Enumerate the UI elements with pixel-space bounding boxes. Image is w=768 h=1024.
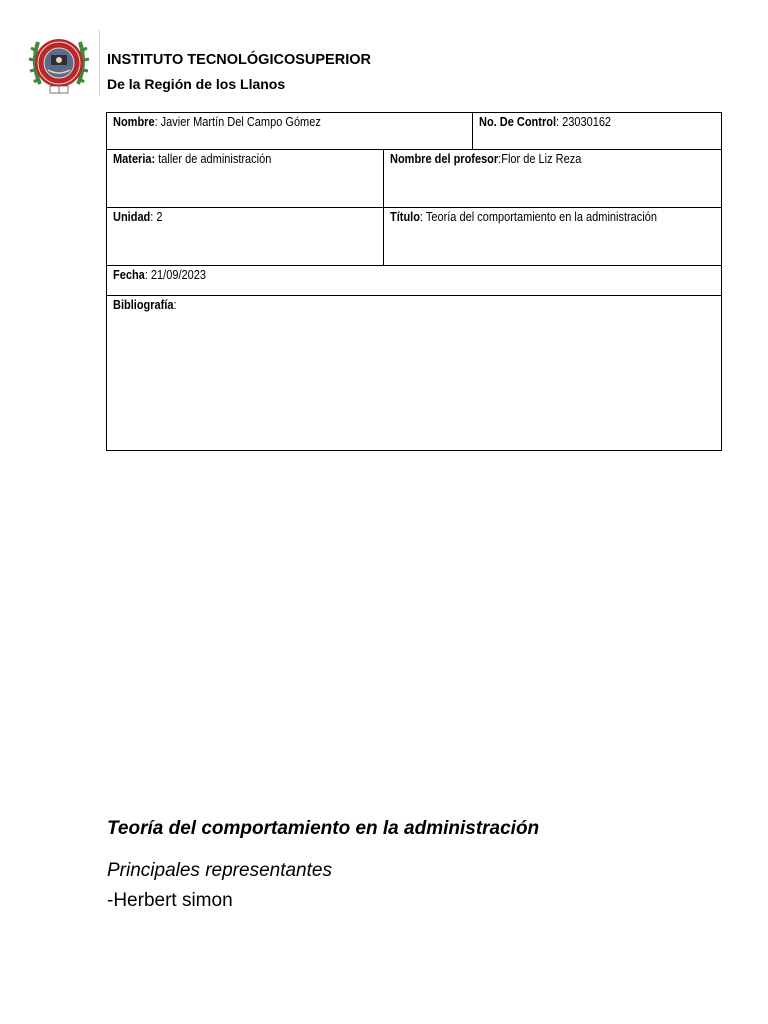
table-col-divider	[472, 112, 473, 150]
field-unidad	[113, 210, 163, 225]
field-value: : Teoría del comportamiento en la administración	[419, 210, 657, 224]
field-titulo	[390, 210, 657, 225]
table-col-divider	[383, 149, 384, 266]
institute-name: INSTITUTO TECNOLÓGICOSUPERIOR	[107, 52, 371, 68]
field-bibliografia	[113, 298, 177, 313]
field-label: Unidad	[113, 210, 151, 224]
field-label: Nombre	[113, 115, 155, 129]
field-profesor	[390, 152, 581, 167]
field-label: Título	[390, 210, 420, 224]
table-row-divider	[106, 295, 722, 296]
header-divider	[99, 30, 100, 96]
field-value: :	[173, 298, 177, 312]
institution-seal-icon	[28, 30, 90, 100]
field-label: Materia:	[113, 152, 156, 166]
table-row-divider	[106, 265, 722, 266]
student-info-table	[106, 112, 722, 451]
field-label: Bibliografía	[113, 298, 174, 312]
field-materia	[113, 152, 271, 167]
field-label: No. De Control	[479, 115, 556, 129]
list-item: -Herbert simon	[107, 890, 233, 911]
section-subheading: Principales representantes	[107, 860, 332, 881]
field-value: :Flor de Liz Reza	[498, 152, 582, 166]
field-no-control	[479, 115, 611, 130]
table-row-divider	[106, 207, 722, 208]
field-nombre	[113, 115, 321, 130]
field-fecha	[113, 268, 206, 283]
table-row-divider	[106, 149, 722, 150]
field-value: : Javier Martín Del Campo Gómez	[154, 115, 321, 129]
field-value: : 21/09/2023	[144, 268, 206, 282]
field-value: : 23030162	[556, 115, 612, 129]
field-label: Nombre del profesor	[390, 152, 499, 166]
document-title: Teoría del comportamiento en la administración	[107, 818, 540, 839]
field-value: : 2	[150, 210, 163, 224]
field-label: Fecha	[113, 268, 145, 282]
field-value: taller de administración	[155, 152, 272, 166]
institute-region: De la Región de los Llanos	[107, 76, 286, 92]
